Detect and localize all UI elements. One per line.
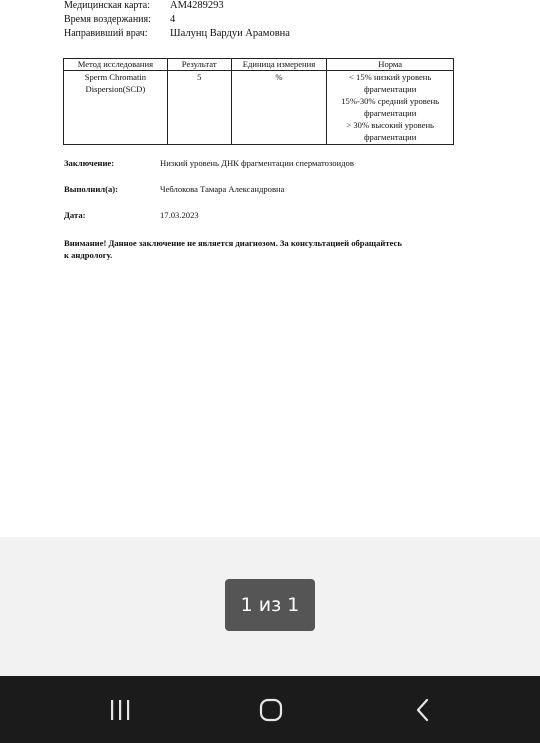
doctor-label: Направивший врач:	[64, 28, 148, 39]
conclusion-label: Заключение:	[64, 158, 115, 168]
date-label: Дата:	[64, 210, 86, 220]
norm-line: фрагментации	[363, 84, 417, 94]
home-icon	[258, 697, 284, 723]
medical-card-label: Медицинская карта:	[64, 0, 150, 11]
page-indicator[interactable]	[225, 579, 315, 631]
system-navigation-bar	[0, 676, 540, 743]
header-norm: Норма	[327, 59, 454, 71]
medical-card-value: AM4289293	[170, 0, 224, 11]
warning-text: Внимание! Данное заключение не является диагнозом. За консультацией обращайтесь к андрологу.	[64, 238, 402, 260]
results-table	[63, 58, 454, 145]
abstinence-row	[64, 14, 175, 26]
recents-button[interactable]	[90, 676, 150, 743]
page-indicator-label: 1 из 1	[240, 594, 300, 616]
abstinence-value: 4	[170, 14, 176, 25]
cell-norm	[327, 71, 454, 145]
performed-value: Чеблокова Тамара Александровна	[160, 184, 285, 194]
performed-label: Выполнил(а):	[64, 184, 119, 194]
cell-unit: %	[231, 71, 327, 145]
header-unit: Единица измерения	[231, 59, 327, 71]
date-value: 17.03.2023	[160, 210, 199, 220]
home-button[interactable]	[241, 676, 301, 743]
doctor-value: Шалунц Вардуи Арамовна	[170, 28, 290, 39]
doctor-row	[64, 28, 290, 40]
recents-icon	[108, 698, 132, 722]
conclusion-value: Низкий уровень ДНК фрагментации сперматозоидов	[160, 158, 354, 168]
back-icon	[411, 698, 435, 722]
abstinence-label: Время воздержания:	[64, 14, 151, 25]
cell-result: 5	[167, 71, 231, 145]
header-method: Метод исследования	[64, 59, 168, 71]
norm-line: 15%-30% средний уровень	[341, 96, 440, 106]
back-button[interactable]	[393, 676, 453, 743]
table-header-row	[64, 59, 454, 71]
norm-line: фрагментации	[363, 108, 417, 118]
table-row	[64, 71, 454, 145]
cell-method: Sperm Chromatin Dispersion(SCD)	[64, 71, 168, 145]
header-result: Результат	[167, 59, 231, 71]
norm-line: > 30% высокий уровень	[346, 120, 434, 130]
medical-card-row	[64, 0, 224, 12]
norm-line: < 15% низкий уровень	[349, 72, 432, 82]
norm-line: фрагментации	[363, 132, 417, 142]
